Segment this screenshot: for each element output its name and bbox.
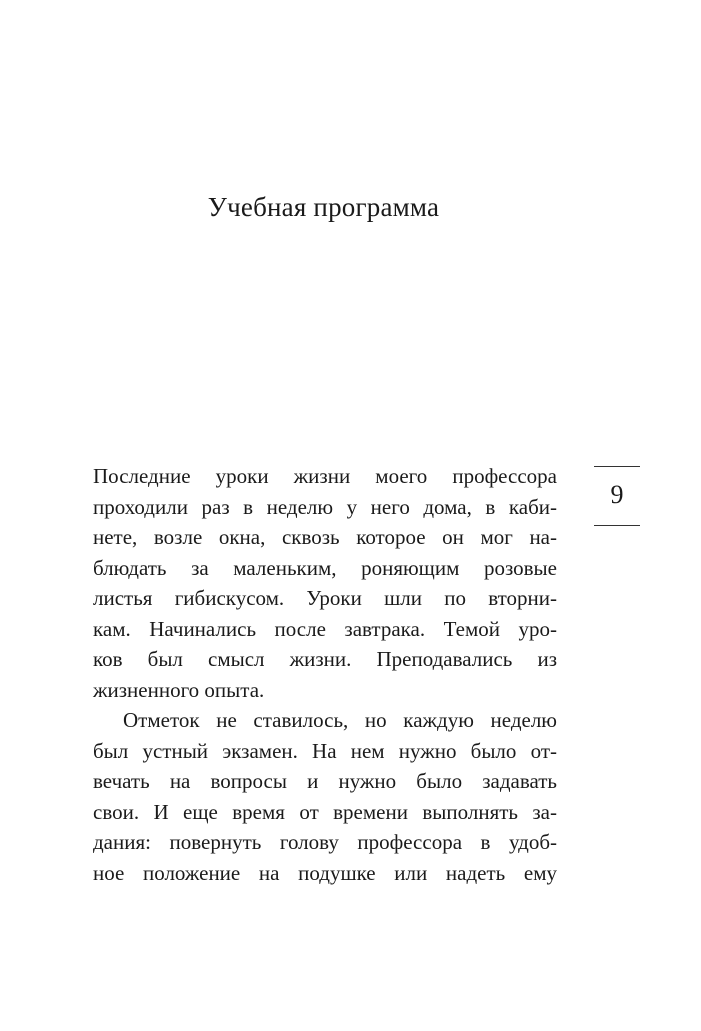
- text-line: Отметок не ставилось, но каждую неделю: [123, 708, 557, 732]
- text-line: был устный экзамен. На нем нужно было от-: [93, 738, 557, 763]
- text-line: жизненного опыта.: [93, 677, 265, 702]
- body-text: [93, 461, 557, 888]
- text-line: дания: повернуть голову профессора в удоб-: [93, 830, 557, 854]
- text-line: блюдать за маленьким, роняющим розовые: [93, 555, 557, 580]
- text-line: ное положение на подушке или надеть ему: [93, 860, 557, 885]
- text-line: свои. И еще время от времени выполнять за-: [93, 799, 557, 824]
- text-line: ков был смысл жизни. Преподавались из: [93, 647, 557, 671]
- text-line: листья гибискусом. Уроки шли по вторни-: [93, 586, 557, 610]
- page-number-marker: [594, 466, 640, 526]
- text-line: кам. Начинались после завтрака. Темой уро-: [93, 616, 557, 641]
- chapter-title: [0, 192, 701, 223]
- page-number: 9: [610, 480, 624, 509]
- text-line: Последние уроки жизни моего профессора: [93, 464, 557, 488]
- text-line: нете, возле окна, сквозь которое он мог на-: [93, 525, 557, 549]
- text-line: проходили раз в неделю у него дома, в каби-: [93, 494, 557, 519]
- text-line: вечать на вопросы и нужно было задавать: [93, 769, 557, 793]
- chapter-title-text: Учебная программа: [207, 192, 440, 222]
